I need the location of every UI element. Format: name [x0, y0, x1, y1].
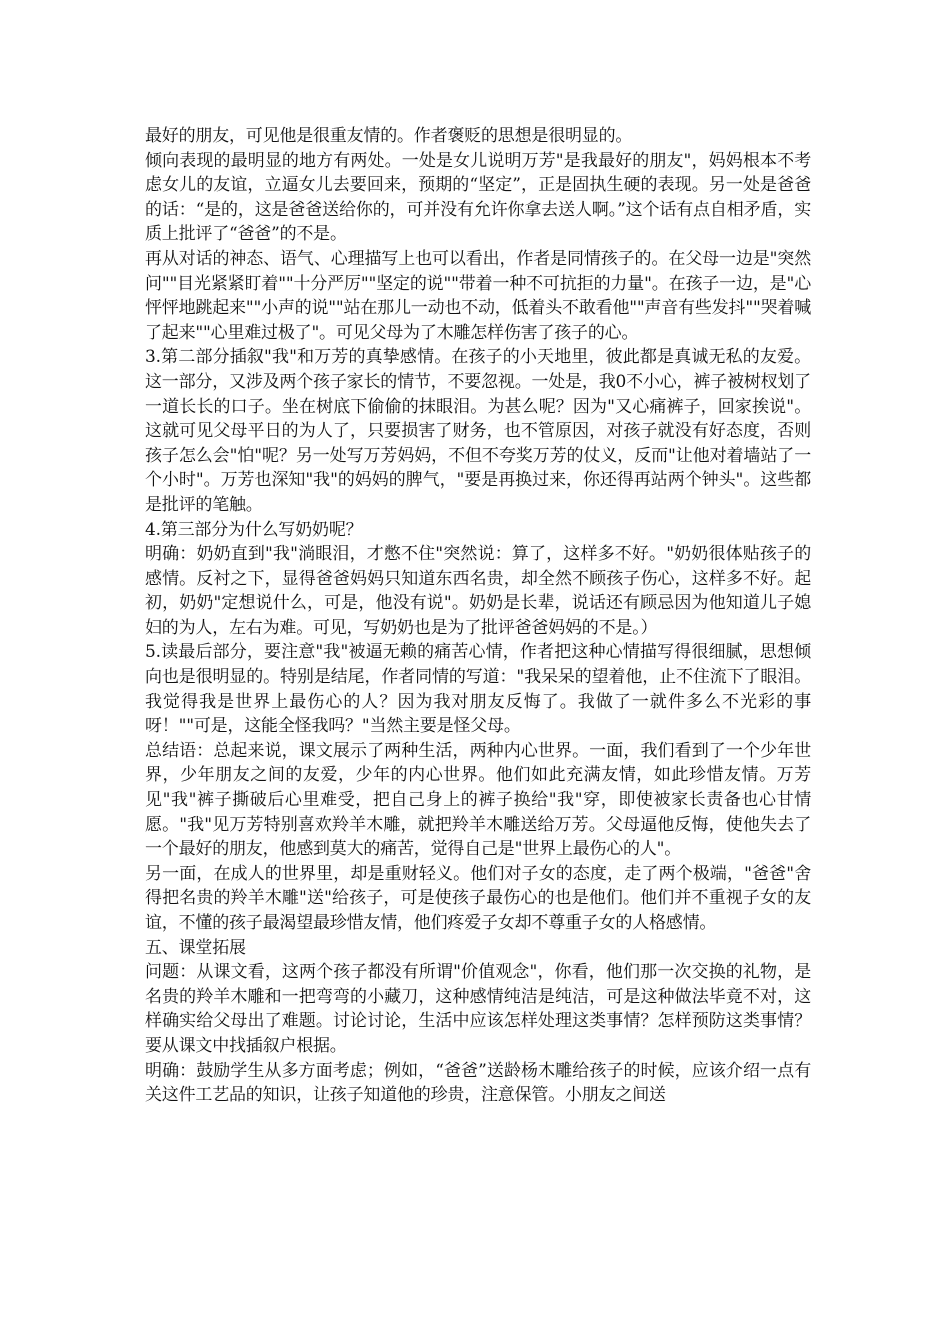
paragraph-section-4-answer: 明确：奶奶直到"我"淌眼泪，才憋不住"突然说：算了，这样多不好。"奶奶很体贴孩子的感情。反衬之下，显得爸爸妈妈只知道东西名贵，却全然不顾孩子伤心，这样多不好。起初，奶奶"定想说什么，可是，他没有说"。奶奶是长辈，说话还有顾忌因为他知道儿子媳妇的为人，左右为难。可见，写奶奶也是为了批评爸爸妈妈的不是。） [145, 544, 811, 638]
paragraph-section-4-question: 4.第三部分为什么写奶奶呢？ [145, 519, 363, 540]
paragraph-summary: 总结语：总起来说，课文展示了两种生活，两种内心世界。一面，我们看到了一个少年世界，少年朋友之间的友爱，少年的内心世界。他们如此充满友情，如此珍惜友情。万芳见"我"裤子撕破后心里难受，把自己身上的裤子换给"我"穿，即使被家长责备也心甘情愿。"我"见万芳特别喜欢羚羊木雕，就把羚羊木雕送给万芳。父母逼他反悔，使他失去了一个最好的朋友，他感到莫大的痛苦，觉得自己是"世界上最伤心的人"。 [145, 740, 811, 860]
document-page [145, 124, 811, 1108]
paragraph-tendency: 倾向表现的最明显的地方有两处。一处是女儿说明万芳"是我最好的朋友"，妈妈根本不考虑女儿的友谊，立逼女儿去要回来，预期的“坚定”，正是固执生硬的表现。另一处是爸爸的话：“是的，这是爸爸送给你的，可并没有允许你拿去送人啊。”这个话有点自相矛盾，实质上批评了“爸爸”的不是。 [145, 150, 811, 245]
paragraph-section-3: 3.第二部分插叙"我"和万芳的真挚感情。在孩子的小天地里，彼此都是真诚无私的友爱。这一部分，又涉及两个孩子家长的情节，不要忽视。一处是，我0不小心，裤子被树杈划了一道长长的口子。坐在树底下偷偷的抹眼泪。为甚么呢？因为"又心痛裤子，回家挨说"。这就可见父母平日的为人了，只要损害了财务，也不管原因，对孩子就没有好态度，否则孩子怎么会"怕"呢？另一处写万芳妈妈，不但不夸奖万芳的仗义，反而"让他对着墙站了一个小时"。万芳也深知"我"的妈妈的脾气，"要是再换过来，你还得再站两个钟头"。这些都是批评的笔触。 [145, 347, 811, 515]
paragraph-dialogue-analysis: 再从对话的神态、语气、心理描写上也可以看出，作者是同情孩子的。在父母一边是"突然问""目光紧紧盯着""十分严厉""坚定的说""带着一种不可抗拒的力量"。在孩子一边，是"心怦怦地跳起来""小声的说""站在那儿一动也不动，低着头不敢看他""声音有些发抖""哭着喊了起来""心里难过极了"。可见父母为了木雕怎样伤害了孩子的心。 [145, 248, 811, 343]
section-heading-extension: 五、课堂拓展 [145, 937, 246, 958]
paragraph-section-5: 5.读最后部分，要注意"我"被逼无赖的痛苦心情，作者把这种心情描写得很细腻，思想倾向也是很明显的。特别是结尾，作者同情的写道："我呆呆的望着他，止不住流下了眼泪。我觉得我是世界上最伤心的人？因为我对朋友反悔了。我做了一就件多么不光彩的事呀！""可是，这能全怪我吗？"当然主要是怪父母。 [145, 642, 811, 737]
paragraph-answer: 明确：鼓励学生从多方面考虑；例如，“爸爸”送龄杨木雕给孩子的时候，应该介绍一点有关这件工艺品的知识，让孩子知道他的珍贵，注意保管。小朋友之间送 [145, 1060, 811, 1106]
paragraph-adult-world: 另一面，在成人的世界里，却是重财轻义。他们对子女的态度，走了两个极端，"爸爸"舍得把名贵的羚羊木雕"送"给孩子，可是使孩子最伤心的也是他们。他们并不重视子女的友谊，不懂的孩子最渴望最珍惜友情，他们疼爱子女却不尊重子女的人格感情。 [145, 863, 811, 933]
paragraph-question: 问题：从课文看，这两个孩子都没有所谓"价值观念"，你看，他们那一次交换的礼物，是名贵的羚羊木雕和一把弯弯的小藏刀，这种感情纯洁是纯洁，可是这种做法毕竟不对，这样确实给父母出了难题。讨论讨论，生活中应该怎样处理这类事情？怎样预防这类事情？要从课文中找插叙户根据。 [145, 962, 811, 1056]
paragraph-continuation: 最好的朋友，可见他是很重友情的。作者褒贬的思想是很明显的。 [145, 126, 633, 146]
